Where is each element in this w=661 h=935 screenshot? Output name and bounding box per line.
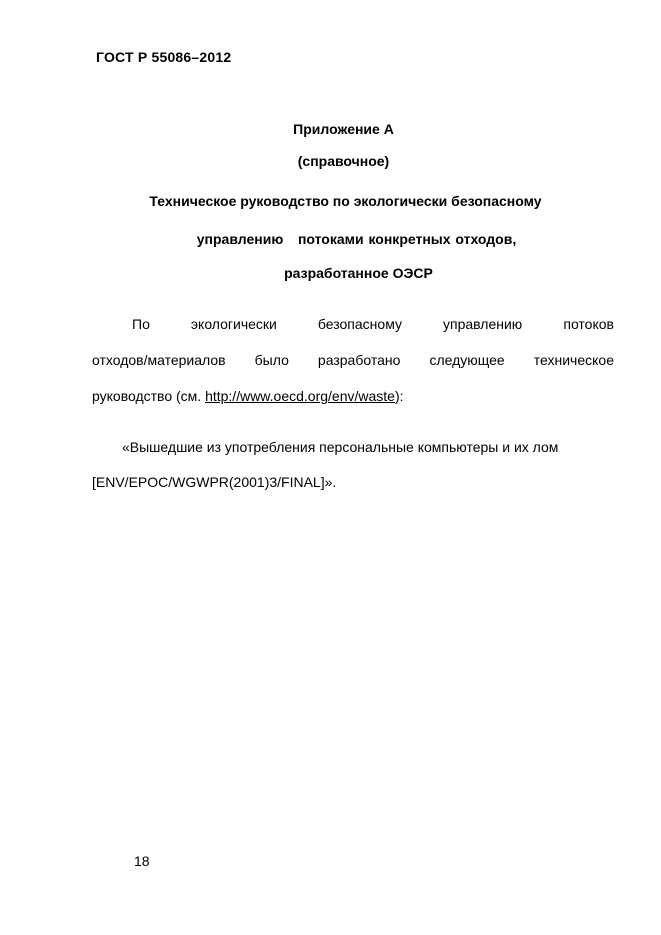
text-suffix: ): <box>394 388 404 404</box>
text-prefix: руководство (см. <box>92 388 206 404</box>
word: следующее <box>429 352 505 368</box>
annex-type: (справочное) <box>297 153 390 169</box>
annex-heading-line-1: Техническое руководство по экологически безопасному <box>149 193 542 209</box>
paragraph-2-line-2: [ENV/EPOC/WGWPR(2001)3/FINAL]». <box>92 474 337 490</box>
word: управлению <box>443 316 523 332</box>
page-number: 18 <box>134 853 150 869</box>
paragraph-1-line-3 <box>92 388 614 404</box>
annex-heading-line-3: разработанное ОЭСР <box>284 265 433 281</box>
annex-heading-line-2: управлению потоками конкретных отходов, <box>196 231 517 247</box>
document-standard-id: ГОСТ Р 55086–2012 <box>96 49 232 65</box>
word: разработано <box>317 352 401 368</box>
paragraph-2-line-1: «Вышедшие из употребления персональные компьютеры и их лом <box>122 439 559 455</box>
word: потоков <box>563 316 614 332</box>
word: было <box>254 352 289 368</box>
annex-title: Приложение А <box>293 121 394 137</box>
word: По <box>132 316 150 332</box>
word: безопасному <box>317 316 402 332</box>
paragraph-1-line-1 <box>92 316 614 332</box>
word: экологически <box>190 316 277 332</box>
word: техническое <box>533 352 614 368</box>
oecd-waste-link[interactable]: http://www.oecd.org/env/waste <box>205 388 395 404</box>
paragraph-1-line-2 <box>92 352 614 368</box>
word: отходов/материалов <box>92 352 226 368</box>
